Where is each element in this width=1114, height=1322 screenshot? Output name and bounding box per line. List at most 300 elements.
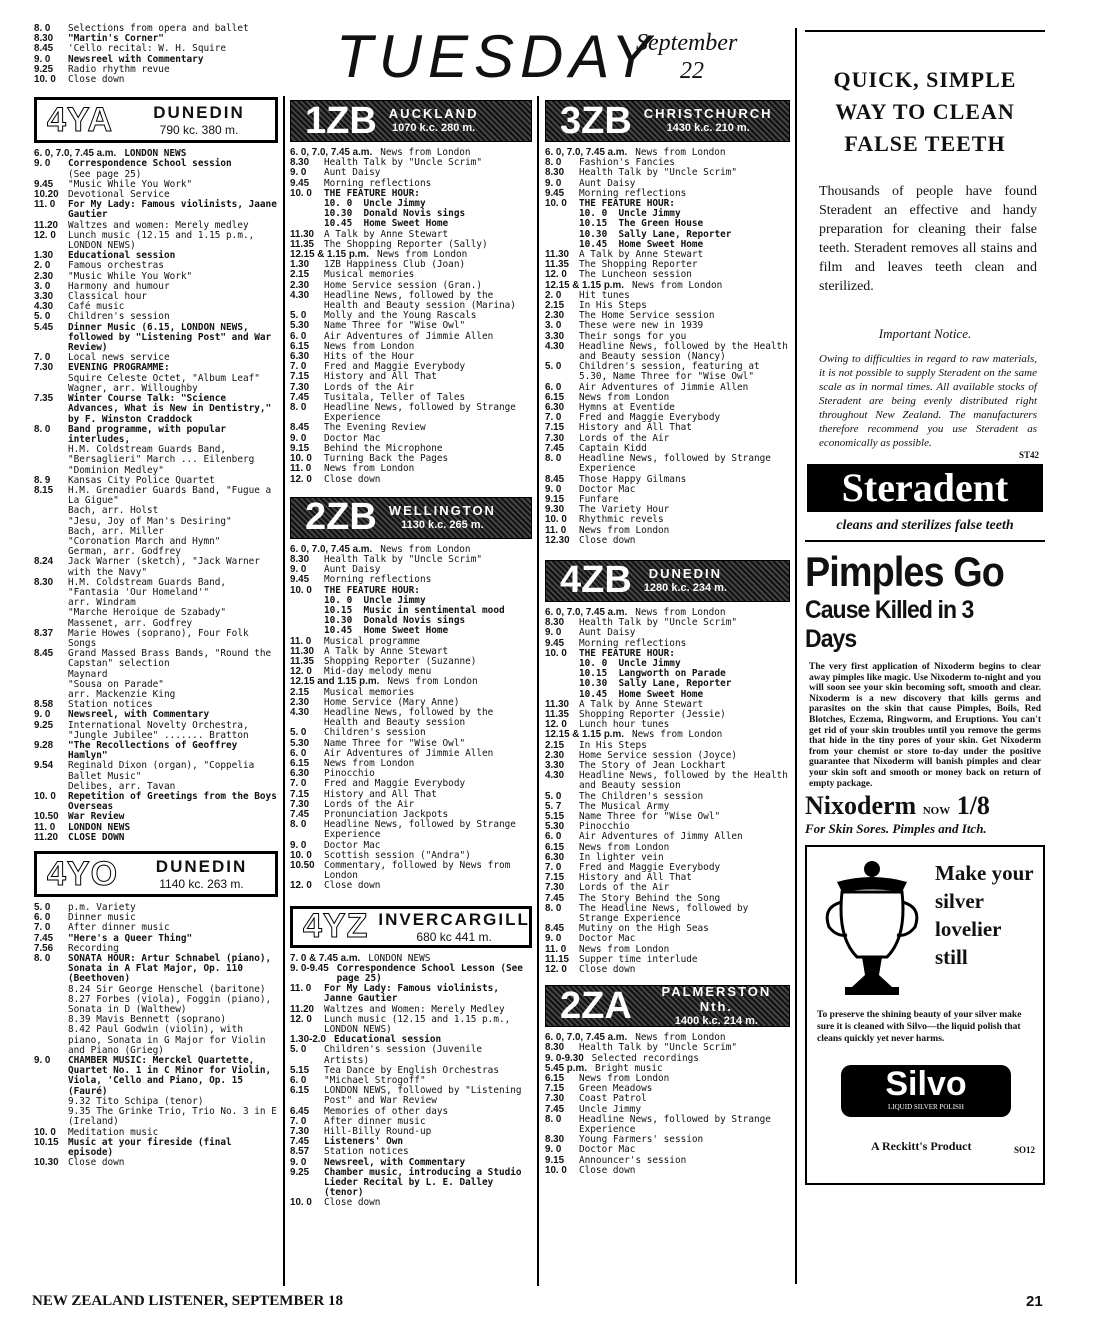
schedule-program: Classical hour <box>68 291 148 303</box>
silver-cup-icon <box>817 857 927 1007</box>
station-logo: 2ZB <box>305 496 377 539</box>
schedule-time: 6.30 <box>545 851 565 863</box>
schedule-program: "Here's a Queer Thing" <box>68 932 193 944</box>
schedule-time: 9.15 <box>545 493 565 505</box>
schedule-program: For My Lady: Famous violinists, Janne Gautier <box>324 983 505 1005</box>
schedule-program: Turning Back the Pages <box>324 453 449 465</box>
schedule-program: Winter Course Talk: "Science Advances, What is New in Dentistry," by F. Winston Craddock <box>68 393 277 425</box>
schedule-program: Bach, arr. Holst <box>68 505 159 517</box>
schedule-time: 6.15 <box>545 841 565 853</box>
schedule-program: News from London <box>380 147 471 158</box>
schedule-program: Squire Celeste Octet, "Album Leaf" <box>68 372 260 384</box>
schedule-row <box>290 464 532 474</box>
schedule-time <box>34 517 68 527</box>
schedule-row <box>34 394 278 425</box>
schedule-program: Radio rhythm revue <box>68 63 170 75</box>
schedule-row <box>290 984 532 1004</box>
schedule-program: Headline News, followed by Strange Experience <box>324 819 522 841</box>
schedule-row <box>545 454 790 474</box>
schedule-time: 8.30 <box>290 157 310 169</box>
schedule-program: Shopping Reporter (Suzanne) <box>324 655 477 667</box>
schedule-time: 7. 0 <box>290 1115 307 1127</box>
silvo-code: SO12 <box>1013 1145 1035 1156</box>
schedule-time: 12. 0 <box>290 880 312 892</box>
schedule-program: Headline News, followed by the Health and Beauty session (Marina) <box>324 289 516 312</box>
schedule-time: 2.15 <box>290 686 310 698</box>
schedule-program: Morning reflections <box>324 574 432 586</box>
schedule-program: News from London <box>635 606 726 618</box>
schedule-row <box>34 425 278 445</box>
schedule-program: 10. 0 Uncle Jimmy <box>579 657 681 669</box>
divider <box>805 540 1045 542</box>
schedule-program: News from London <box>380 543 471 555</box>
schedule-time <box>545 669 579 679</box>
station-name: CHRISTCHURCH <box>643 106 773 121</box>
schedule-time: 10. 0 <box>290 584 312 596</box>
schedule-program: Announcer's session <box>579 1154 687 1166</box>
schedule-list <box>545 1033 790 1176</box>
footer-publication: NEW ZEALAND LISTENER, SEPTEMBER 18 <box>32 1293 344 1309</box>
schedule-time: 8. 0 <box>545 902 562 914</box>
schedule-program: News from London <box>579 943 670 955</box>
schedule-program: CHAMBER MUSIC: Merckel Quartette, Quartet No. 1 in C Minor for Violin, Viola, 'Cello and Piano, Op. 15 (Fauré) <box>68 1055 277 1097</box>
schedule-time <box>34 608 68 618</box>
schedule-row <box>545 362 790 382</box>
schedule-program: Pinocchio <box>324 768 375 780</box>
schedule-time: 2. 0 <box>545 289 562 301</box>
schedule-time: 8.45 <box>34 648 54 660</box>
schedule-time <box>34 995 68 1015</box>
schedule-program: Harmony and humour <box>68 280 170 292</box>
schedule-program: Coast Patrol <box>579 1093 647 1105</box>
schedule-program: Fred and Maggie Everybody <box>324 361 466 373</box>
schedule-program: Health Talk by "Uncle Scrim" <box>579 1042 738 1054</box>
schedule-program: Lunch music (12.15 and 1.15 p.m., LONDON NEWS) <box>68 229 260 252</box>
schedule-program: Listeners' Own <box>324 1136 404 1148</box>
schedule-time: 6.30 <box>290 351 310 363</box>
schedule-program: News from London <box>635 147 726 158</box>
schedule-time: 5.45 <box>34 321 54 333</box>
schedule-time: 5.15 <box>290 1064 310 1076</box>
schedule-time: 9.45 <box>290 574 310 586</box>
schedule-program: Marie Howes (soprano), Four Folk Songs <box>68 627 255 649</box>
schedule-time: 11.35 <box>545 259 569 271</box>
schedule-program: Close down <box>579 534 636 546</box>
schedule-time: 8.45 <box>290 422 310 434</box>
schedule-row <box>290 403 532 423</box>
schedule-time: 9.45 <box>34 178 54 190</box>
station-name: AUCKLAND <box>388 106 479 121</box>
steradent-code: ST42 <box>1018 450 1039 460</box>
schedule-program: Home Service (Mary Anne) <box>324 696 460 708</box>
station-logo: 2ZA <box>560 984 632 1027</box>
schedule-time: 9. 0 <box>290 1156 307 1168</box>
schedule-program: 8.27 Forbes (viola), Foggin (piano), Sonata in D (Walthew) <box>68 993 277 1016</box>
schedule-time: 11.15 <box>545 953 569 965</box>
schedule-time: 8.24 <box>34 556 54 568</box>
schedule-time: 6.45 <box>290 1105 310 1117</box>
schedule-program: Local news service <box>68 352 170 364</box>
schedule-time: 8.30 <box>290 553 310 565</box>
steradent-notice: Owing to difficulties in regard to raw materials, it is not possible to supply Steradent on the same scale as in normal times. All available stocks of Steradent are being evenly distributed right throughout New Zealand. The manufacturers therefore recommend you use Steradent as economically as possible. <box>819 353 1037 449</box>
schedule-program: Dinner music <box>68 912 136 924</box>
station-logo: 4YA <box>47 100 114 139</box>
schedule-time <box>290 626 324 636</box>
schedule-program: In His Steps <box>579 739 647 751</box>
schedule-time: 8.37 <box>34 627 54 639</box>
schedule-program: German, arr. Godfrey <box>68 546 181 558</box>
schedule-program: Their songs for you <box>579 330 687 342</box>
schedule-time: 8.30 <box>545 1042 565 1054</box>
schedule-time: 7.45 <box>290 391 310 403</box>
schedule-row <box>290 1198 532 1208</box>
schedule-row <box>290 626 532 636</box>
schedule-program: arr. Windram <box>68 597 136 609</box>
schedule-time <box>34 1015 68 1025</box>
column-advertisements <box>805 30 1045 1185</box>
schedule-row <box>545 904 790 924</box>
station-frequency: 1140 kc. 263 m. <box>159 877 244 892</box>
schedule-program: After dinner music <box>68 922 170 934</box>
schedule-time: 4.30 <box>34 301 54 313</box>
schedule-time: 12. 0 <box>290 1013 312 1025</box>
schedule-time: 3. 0 <box>545 320 562 332</box>
station-frequency: 1430 k.c. 210 m. <box>666 122 750 134</box>
schedule-time: 2.30 <box>545 749 565 761</box>
schedule-program: 9.32 Tito Schipa (tenor) <box>68 1095 204 1107</box>
divider <box>805 30 1045 32</box>
schedule-program: The Headline News, followed by Strange Experience <box>579 902 754 925</box>
schedule-program: Molly and the Young Rascals <box>324 310 477 322</box>
schedule-row <box>34 791 283 813</box>
schedule-time: 11.20 <box>34 219 58 231</box>
schedule-time: 5. 7 <box>545 800 562 812</box>
schedule-time: 8. 0 <box>34 23 51 34</box>
schedule-list <box>545 147 794 546</box>
schedule-time: 6. 0 <box>290 1075 307 1087</box>
station-name: DUNEDIN <box>648 565 722 581</box>
schedule-row <box>34 199 283 221</box>
schedule-program: After dinner music <box>324 1115 426 1127</box>
schedule-time: 8. 0 <box>545 157 562 169</box>
schedule-time: 9. 0 <box>545 483 562 495</box>
schedule-time <box>34 670 68 680</box>
schedule-time: 11. 0 <box>34 821 56 833</box>
schedule-time: 4.30 <box>290 289 310 301</box>
column-zb-north <box>290 96 532 1209</box>
schedule-row <box>34 323 278 354</box>
schedule-program: Newsreel, with Commentary <box>68 709 210 721</box>
schedule-time: 12. 0 <box>290 666 312 678</box>
schedule-time: 7. 0 <box>34 922 51 934</box>
schedule-time: 11.35 <box>545 708 569 720</box>
schedule-program: Health Talk by "Uncle Scrim" <box>324 553 483 565</box>
schedule-time: 6.15 <box>290 340 310 352</box>
schedule-time: 11.35 <box>290 655 314 667</box>
schedule-time <box>290 606 324 616</box>
schedule-time: 9. 0 <box>290 432 307 444</box>
schedule-program: 10.15 The Green House <box>579 218 704 230</box>
schedule-time: 9.54 <box>34 760 54 772</box>
schedule-time <box>290 209 324 219</box>
schedule-program: Headline News, followed by Strange Experience <box>324 402 522 424</box>
schedule-program: 10. 0 Uncle Jimmy <box>324 198 426 210</box>
schedule-program: THE FEATURE HOUR: <box>579 198 675 210</box>
schedule-program: Fred and Maggie Everybody <box>579 412 721 424</box>
schedule-time: 8.57 <box>290 1146 310 1158</box>
schedule-time: 7. 0 <box>34 352 51 364</box>
schedule-time: 9. 0 <box>545 1144 562 1156</box>
schedule-program: 10.15 Langworth on Parade <box>579 668 726 680</box>
schedule-time: 7.30 <box>545 1093 565 1105</box>
schedule-time: 7. 0 <box>290 361 307 373</box>
schedule-time: 8.45 <box>545 923 565 935</box>
schedule-program: Health Talk by "Uncle Scrim" <box>579 167 738 179</box>
schedule-time: 6. 0, 7.0, 7.45 a.m. <box>290 543 373 555</box>
schedule-program: Children's session, featuring at 5.30, Name Three for "Wise Owl" <box>579 361 766 383</box>
schedule-program: "Michael Strogoff" <box>324 1075 426 1087</box>
schedule-time: 5. 0 <box>290 310 307 322</box>
schedule-program: News from London <box>387 676 478 688</box>
schedule-program: News from London <box>579 524 670 536</box>
station-logo: 4YO <box>47 854 119 893</box>
schedule-program: THE FEATURE HOUR: <box>324 187 420 199</box>
schedule-time: 5. 0 <box>34 902 51 914</box>
schedule-time <box>34 1025 68 1056</box>
schedule-list <box>290 545 532 892</box>
column-rule <box>537 96 539 1286</box>
schedule-program: News from London <box>631 729 723 741</box>
schedule-row <box>34 445 278 465</box>
schedule-program: A Talk by Anne Stewart <box>324 645 449 657</box>
schedule-program: "The Recollections of Geoffrey Hamlyn" <box>68 740 243 762</box>
schedule-time: 6. 0 <box>545 831 562 843</box>
station-name: DUNEDIN <box>153 103 245 123</box>
schedule-program: Wagner, arr. Willoughby <box>68 382 198 394</box>
schedule-time <box>545 659 579 669</box>
schedule-time: 8. 0 <box>34 423 51 435</box>
schedule-time: 7.15 <box>290 788 310 800</box>
schedule-time: 12.15 and 1.15 p.m. <box>290 676 380 688</box>
steradent-notice-title: Important Notice. <box>878 326 972 341</box>
schedule-time <box>545 209 579 219</box>
schedule-program: 'Cello recital: W. H. Squire <box>68 43 227 55</box>
schedule-program: THE FEATURE HOUR: <box>324 584 420 596</box>
schedule-time: 7.30 <box>34 362 54 374</box>
schedule-time: 11. 0 <box>545 943 567 955</box>
schedule-time: 12. 0 <box>34 229 56 241</box>
schedule-program: History and All That <box>579 872 692 884</box>
schedule-program: "Music While You Work" <box>68 270 193 282</box>
schedule-program: Hill-Billy Round-up <box>324 1126 432 1138</box>
schedule-time <box>34 445 68 465</box>
schedule-time: 11.20 <box>34 831 58 843</box>
schedule-program: For My Lady: Famous violinists, Jaane Gautier <box>68 199 283 221</box>
schedule-program: Commentary, followed by News from London <box>324 860 516 882</box>
schedule-time <box>290 616 324 626</box>
nixoderm-body: The very first application of Nixoderm begins to clear away pimples like magic. Use Nixoderm to-night and you will soon see your skin becoming soft, smooth and clear. Nixoderm is a new discovery that kills germs and parasites on the skin that cause Pimples, Boils, Red Blotches, Eczema, Ringworm, and Eruptions. You can't get rid of your skin troubles until you remove the germs that hide in the tiny pores of your skin. Get Nixoderm from your chemist or store to-day under the positive guarantee that Nixoderm will banish pimples and clear your skin soft and smooth or money back on return of empty package. <box>809 662 1041 789</box>
schedule-time <box>545 219 579 229</box>
schedule-row <box>545 1166 790 1176</box>
schedule-row <box>34 1025 278 1056</box>
schedule-time: 10.30 <box>34 1157 59 1169</box>
schedule-program: Close down <box>324 880 381 892</box>
nixoderm-headline: Pimples Go <box>805 548 1004 595</box>
schedule-time: 8. 0 <box>290 819 307 831</box>
schedule-time: 3.30 <box>545 330 565 342</box>
schedule-program: arr. Mackenzie King <box>68 688 176 700</box>
schedule-time: 7.15 <box>545 422 565 434</box>
schedule-program: Newsreel, with Commentary <box>324 1156 466 1168</box>
schedule-time: 5. 0 <box>545 790 562 802</box>
schedule-program: Hit tunes <box>579 289 630 301</box>
schedule-time: 11.30 <box>545 249 569 261</box>
station-banner-4yo <box>34 851 278 897</box>
schedule-program: War Review <box>68 811 125 823</box>
schedule-time: 9. 0-9.30 <box>545 1052 584 1064</box>
schedule-row <box>290 1045 532 1065</box>
schedule-time: 10. 0 <box>545 514 567 526</box>
schedule-program: Doctor Mac <box>579 1144 636 1156</box>
schedule-row <box>34 1158 278 1168</box>
silvo-brand: Silvo <box>885 1065 967 1104</box>
schedule-program: Devotional Service <box>68 189 170 201</box>
schedule-program: A Talk by Anne Stewart <box>579 249 704 261</box>
schedule-time: 6. 0 <box>290 330 307 342</box>
schedule-program: Tusitala, Teller of Tales <box>324 391 466 403</box>
schedule-row <box>545 1115 790 1135</box>
schedule-time: 10.20 <box>34 189 59 201</box>
schedule-program: Station notices <box>68 699 153 711</box>
schedule-time: 9. 0 <box>34 709 51 721</box>
schedule-program: LONDON NEWS <box>124 148 187 160</box>
schedule-program: Headline News, followed by Strange Experience <box>579 1113 777 1136</box>
schedule-program: Musical memories <box>324 269 415 281</box>
schedule-time: 9. 0 <box>545 177 562 189</box>
schedule-program: 10.45 Home Sweet Home <box>579 238 704 250</box>
schedule-time: 9.28 <box>34 740 54 751</box>
schedule-program: Fred and Maggie Everybody <box>579 862 721 873</box>
schedule-time: 2.30 <box>545 310 565 322</box>
schedule-program: Lords of the Air <box>579 882 670 894</box>
schedule-program: Morning reflections <box>324 177 432 189</box>
schedule-program: Close down <box>324 473 381 485</box>
schedule-program: "Sousa on Parade" <box>68 678 164 690</box>
steradent-logo: Steradent <box>807 464 1043 512</box>
schedule-time <box>34 506 68 516</box>
schedule-program: Supper time interlude <box>579 953 698 965</box>
schedule-program: Hymns at Eventide <box>579 402 675 414</box>
schedule-program: In lighter vein <box>579 851 664 863</box>
schedule-time: 7.45 <box>34 932 54 944</box>
schedule-program: Educational session <box>333 1034 442 1046</box>
schedule-program: 10.45 Home Sweet Home <box>324 218 449 230</box>
schedule-time: 9.45 <box>545 187 565 199</box>
schedule-time: 12. 0 <box>545 719 567 731</box>
schedule-time: 1.30-2.0 <box>290 1034 326 1046</box>
schedule-row <box>34 649 278 669</box>
schedule-time: 9.15 <box>545 1154 565 1166</box>
schedule-time: 9. 0 <box>290 839 307 851</box>
schedule-program: Close down <box>579 964 636 976</box>
schedule-time: 9.15 <box>290 442 310 454</box>
schedule-program: The Shopping Reporter (Sally) <box>324 238 488 250</box>
schedule-time: 7. 0 <box>545 862 562 873</box>
schedule-time: 11.35 <box>290 238 314 250</box>
schedule-time <box>290 199 324 209</box>
schedule-program: Headline News, followed by the Health and Beauty session (Nancy) <box>579 340 794 363</box>
schedule-time: 12. 0 <box>545 269 567 281</box>
schedule-program: The Luncheon session <box>579 269 692 281</box>
schedule-program: Doctor Mac <box>579 933 636 945</box>
station-logo: 4YZ <box>303 907 369 946</box>
schedule-program: "Martin's Corner" <box>68 33 164 45</box>
schedule-program: 10. 0 Uncle Jimmy <box>324 594 426 606</box>
station-frequency: 790 kc. 380 m. <box>159 123 239 138</box>
schedule-program: Dinner Music (6.15, LONDON NEWS, followed by "Listening Post" and War Review) <box>68 321 277 354</box>
schedule-time: 7.30 <box>290 798 310 810</box>
schedule-program: LONDON NEWS, followed by "Listening Post" and War Review <box>324 1085 528 1107</box>
schedule-time: 1.30 <box>290 259 310 271</box>
schedule-program: "Music While You Work" <box>68 178 193 190</box>
schedule-time: 9. 0 <box>545 933 562 945</box>
nixoderm-tagline: For Skin Sores. Pimples and Itch. <box>805 821 987 837</box>
schedule-program: Uncle Jimmy <box>579 1103 642 1115</box>
schedule-program: Station notices <box>324 1146 409 1158</box>
schedule-program: A Talk by Anne Stewart <box>324 228 449 240</box>
schedule-time: 8. 9 <box>34 474 51 486</box>
schedule-time: 7. 0 <box>290 778 307 790</box>
schedule-program: Children's session (Juvenile Artists) <box>324 1044 488 1066</box>
station-logo: 4ZB <box>560 559 632 602</box>
schedule-row <box>34 1138 278 1158</box>
schedule-program: The Children's session <box>579 790 704 802</box>
schedule-time: 7.45 <box>545 442 565 454</box>
schedule-time: 2.30 <box>290 279 310 291</box>
schedule-time: 11.20 <box>290 1003 314 1015</box>
schedule-time: 8.30 <box>34 33 54 45</box>
schedule-list <box>34 24 278 85</box>
schedule-time <box>34 1107 68 1127</box>
schedule-time: 9.45 <box>545 637 565 649</box>
schedule-time <box>34 985 68 995</box>
schedule-program: Lords of the Air <box>324 798 415 810</box>
schedule-program: The Evening Review <box>324 422 426 434</box>
schedule-program: THE FEATURE HOUR: <box>579 647 675 659</box>
schedule-time: 11.30 <box>545 698 569 710</box>
schedule-row <box>290 964 532 984</box>
schedule-time: 10.50 <box>290 860 315 871</box>
schedule-program: Lords of the Air <box>324 381 415 393</box>
schedule-time: 6. 0 <box>545 381 562 393</box>
schedule-program: 8.42 Paul Godwin (violin), with piano, Sonata in G Major for Violin and Piano (Grieg) <box>68 1024 272 1056</box>
page-number: 21 <box>1026 1293 1043 1310</box>
schedule-time: 6.15 <box>290 1085 310 1097</box>
schedule-time: 5.30 <box>290 737 310 749</box>
schedule-row <box>34 1106 283 1128</box>
schedule-program: The Variety Hour <box>579 504 670 516</box>
schedule-program: Musical memories <box>324 686 415 698</box>
schedule-program: History and All That <box>324 371 437 383</box>
schedule-program: "Jesu, Joy of Man's Desiring" <box>68 515 232 527</box>
schedule-program: Those Happy Gilmans <box>579 473 687 485</box>
schedule-program: Aunt Daisy <box>579 177 636 189</box>
schedule-time: 7.15 <box>545 1083 565 1095</box>
schedule-program: Headline News, followed by the Health and Beauty session <box>324 706 499 729</box>
schedule-time: 2.15 <box>545 300 565 312</box>
schedule-program: LONDON NEWS <box>368 952 431 964</box>
schedule-program: Fashion's Fancies <box>579 157 675 169</box>
